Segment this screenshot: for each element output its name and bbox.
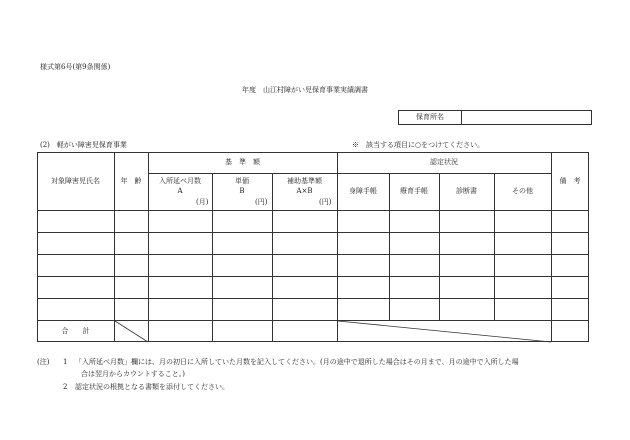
header-unit-price-unit: (円) [255, 198, 268, 206]
total-label: 合 計 [61, 327, 90, 335]
header-months-unit: (月) [196, 198, 209, 206]
table-body [37, 210, 589, 320]
header-age: 年 齢 [120, 177, 142, 185]
instruction-text: ※ 該当する項目に○をつけてください。 [352, 141, 485, 149]
note-1-number: 1 [63, 358, 68, 366]
table-row[interactable] [37, 276, 589, 298]
note-1-text: 「入所延べ月数」欄には、月の初日に入所していた月数を記入してください。(月の途中で退所した場合はその月まで、月の途中で入所した場 [75, 358, 519, 366]
header-unit-price: 単価 [235, 177, 249, 185]
header-subsidy-formula: A×B [296, 187, 313, 195]
nursery-name-label: 保育所名 [416, 113, 444, 121]
header-certification-group: 認定状況 [430, 158, 458, 166]
table-row[interactable] [37, 210, 589, 232]
header-months: 入所延べ月数 [159, 177, 201, 185]
table-row[interactable] [37, 232, 589, 254]
notes-label: (注) [37, 358, 50, 366]
section-label: (2) 軽がい障害児保育事業 [40, 141, 127, 149]
header-subsidy: 補助基準額 [287, 177, 322, 185]
table-row[interactable] [37, 298, 589, 320]
header-physical-handbook: 身障手帳 [349, 187, 377, 195]
note-1-text-continued: 合は翌月からカウントすること。) [81, 370, 186, 378]
header-criteria-group: 基 準 額 [225, 158, 260, 166]
table-row[interactable] [37, 254, 589, 276]
header-remarks: 備 考 [559, 177, 581, 185]
note-2-number: 2 [63, 383, 68, 391]
header-months-symbol: A [177, 187, 183, 195]
header-rehab-handbook: 療育手帳 [400, 187, 428, 195]
form-number: 様式第6号(第9条関係) [40, 63, 111, 71]
header-child-name: 対象障害児氏名 [51, 177, 100, 185]
header-other: その他 [512, 187, 533, 195]
header-subsidy-unit: (円) [319, 198, 332, 206]
note-2-text: 認定状況の根拠となる書類を添付してください。 [75, 383, 229, 391]
document-title: 年度 山江村障がい児保育事業実績調書 [242, 86, 368, 94]
header-diagnosis: 診断書 [456, 187, 477, 195]
header-unit-price-symbol: B [239, 187, 245, 195]
